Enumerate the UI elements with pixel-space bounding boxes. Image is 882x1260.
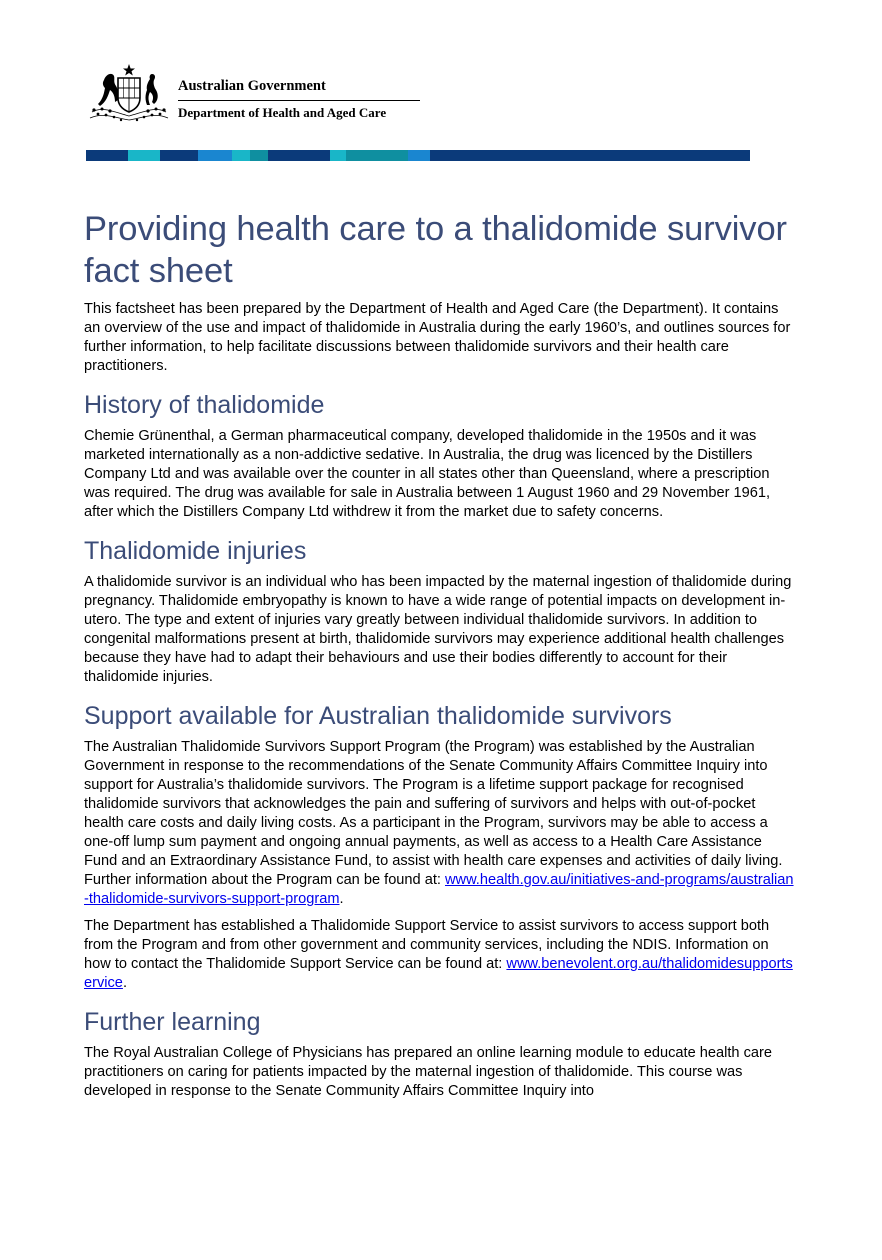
colour-bar-segment — [198, 150, 232, 161]
colour-bar-segment — [86, 150, 128, 161]
injuries-paragraph: A thalidomide survivor is an individual who has been impacted by the maternal ingestion of thalidomide during pregnancy. Thalidomide embryopathy is known to have a wide range of potential impacts on development in-utero. The type and extent of injuries vary greatly between individual thalidomide survivors. In addition to congenital malformations present at birth, thalidomide survivors may experience additional health challenges because they have had to adapt their behaviours and use their bodies differently to account for their thalidomide injuries. — [84, 574, 792, 685]
history-paragraph: Chemie Grünenthal, a German pharmaceutical company, developed thalidomide in the 1950s and it was marketed internationally as a non-addictive sedative. In Australia, the drug was licenced by the Distillers Company Ltd and was available over the counter in all states other than Queensland, where a prescription was required. The drug was available for sale in Australia between 1 August 1960 and 29 November 1961, after which the Distillers Company Ltd withdrew it from the market due to safety concerns. — [84, 428, 771, 520]
colour-bar-segment — [408, 150, 430, 161]
support-paragraph-1-text: The Australian Thalidomide Survivors Support Program (the Program) was established by the Australian Government in response to the recommendations of the Senate Community Affairs Committee Inquiry into support for Australia’s thalidomide survivors. The Program is a lifetime support package for recognised thalidomide survivors that acknowledges the pain and suffering of survivors and helps with out-of-pocket health care costs and daily living costs. As a participant in the Program, survivors may be able to access a one-off lump sum payment and ongoing annual payments, as well as access to a Health Care Assistance Fund and an Extraordinary Assistance Fund, to assist with health care expenses and activities of daily living. Further information about the Program can be found at: — [84, 739, 783, 888]
government-name: Australian Government — [178, 78, 326, 94]
colour-bar-segment — [232, 150, 250, 161]
heading-learning: Further learning — [84, 1008, 261, 1036]
support-service-link[interactable]: www.benevolent.org.au/thalidomidesupportservice — [84, 956, 793, 991]
support-paragraph-2-text: The Department has established a Thalidomide Support Service to assist survivors to access support both from the Program and from other government and community services, including the NDIS. Information on how to contact the Thalidomide Support Service can be found at: — [84, 918, 770, 972]
department-name: Department of Health and Aged Care — [178, 105, 387, 120]
support-paragraph-1-end: . — [339, 891, 344, 907]
colour-bar-segment — [430, 150, 750, 161]
colour-bar-segment — [250, 150, 268, 161]
colour-bar-segment — [268, 150, 330, 161]
support-paragraph-2-end: . — [122, 975, 127, 991]
government-logo — [86, 62, 426, 126]
heading-history: History of thalidomide — [84, 391, 325, 419]
learning-paragraph: The Royal Australian College of Physicians has prepared an online learning module to educate health care practitioners on caring for patients impacted by the maternal ingestion of thalidomide. This course was developed in response to the Senate Community Affairs Committee Inquiry into — [84, 1045, 772, 1099]
intro-paragraph: This factsheet has been prepared by the Department of Health and Aged Care (the Department). It contains an overview of the use and impact of thalidomide in Australia during the early 1960’s, and outlines sources for further information, to help facilitate discussions between thalidomide survivors and their health care practitioners. — [84, 301, 791, 374]
colour-bar-segment — [330, 150, 346, 161]
heading-support: Support available for Australian thalidomide survivors — [84, 702, 672, 730]
decorative-colour-bar — [86, 150, 750, 161]
colour-bar-segment — [346, 150, 408, 161]
colour-bar-segment — [128, 150, 160, 161]
main-content — [84, 208, 798, 1109]
logo-divider — [178, 100, 420, 101]
page-title: Providing health care to a thalidomide survivor fact sheet — [84, 210, 787, 290]
colour-bar-segment — [160, 150, 198, 161]
heading-injuries: Thalidomide injuries — [84, 537, 307, 565]
support-paragraph-2 — [84, 917, 798, 993]
program-info-link[interactable]: www.health.gov.au/initiatives-and-programs/australian-thalidomide-survivors-support-program — [84, 872, 794, 907]
support-paragraph-1 — [84, 738, 798, 909]
coat-of-arms-icon — [86, 62, 172, 126]
